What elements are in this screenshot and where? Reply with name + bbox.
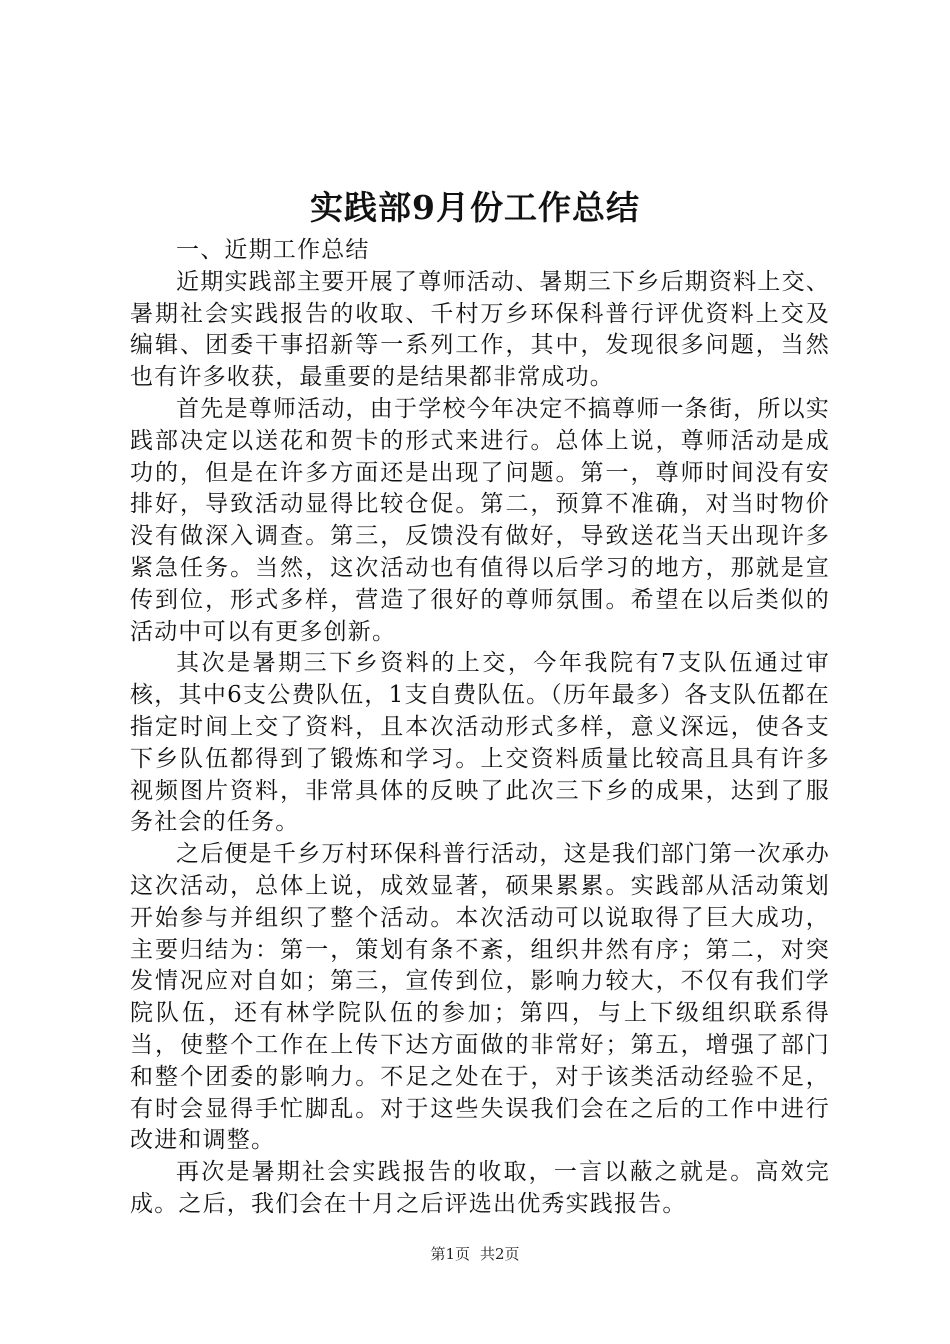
paragraph-1: 近期实践部主要开展了尊师活动、暑期三下乡后期资料上交、暑期社会实践报告的收取、千村万乡环保科普行评优资料上交及编辑、团委干事招新等一系列工作，其中，发现很多问题，当然也有许多收获，最重要的是结果都非常成功。 [130,268,830,391]
page-total: 共2页 [480,1245,520,1263]
page-footer [0,1244,950,1264]
document-title: 实践部9月份工作总结 [310,188,640,227]
paragraph-5: 再次是暑期社会实践报告的收取，一言以蔽之就是。高效完成。之后，我们会在十月之后评选出优秀实践报告。 [130,1159,830,1217]
page-number: 第1页 [430,1245,470,1263]
paragraph-2: 首先是尊师活动，由于学校今年决定不搞尊师一条街，所以实践部决定以送花和贺卡的形式来进行。总体上说，尊师活动是成功的，但是在许多方面还是出现了问题。第一，尊师时间没有安排好，导致活动显得比较仓促。第二，预算不准确，对当时物价没有做深入调查。第三，反馈没有做好，导致送花当天出现许多紧急任务。当然，这次活动也有值得以后学习的地方，那就是宣传到位，形式多样，营造了很好的尊师氛围。希望在以后类似的活动中可以有更多创新。 [130,395,830,645]
paragraph-4: 之后便是千乡万村环保科普行活动，这是我们部门第一次承办这次活动，总体上说，成效显著，硕果累累。实践部从活动策划开始参与并组织了整个活动。本次活动可以说取得了巨大成功，主要归结为：第一，策划有条不紊，组织井然有序；第二，对突发情况应对自如；第三，宣传到位，影响力较大，不仅有我们学院队伍，还有林学院队伍的参加；第四，与上下级组织联系得当，使整个工作在上传下达方面做的非常好；第五，增强了部门和整个团委的影响力。不足之处在于，对于该类活动经验不足，有时会显得手忙脚乱。对于这些失误我们会在之后的工作中进行改进和调整。 [130,841,830,1154]
document-body [130,235,830,1221]
section-heading: 一、近期工作总结 [176,237,370,263]
paragraph-3: 其次是暑期三下乡资料的上交，今年我院有7支队伍通过审核，其中6支公费队伍，1支自费队伍。（历年最多）各支队伍都在指定时间上交了资料，且本次活动形式多样，意义深远，使各支下乡队伍都得到了锻炼和学习。上交资料质量比较高且具有许多视频图片资料，非常具体的反映了此次三下乡的成果，达到了服务社会的任务。 [130,650,830,836]
